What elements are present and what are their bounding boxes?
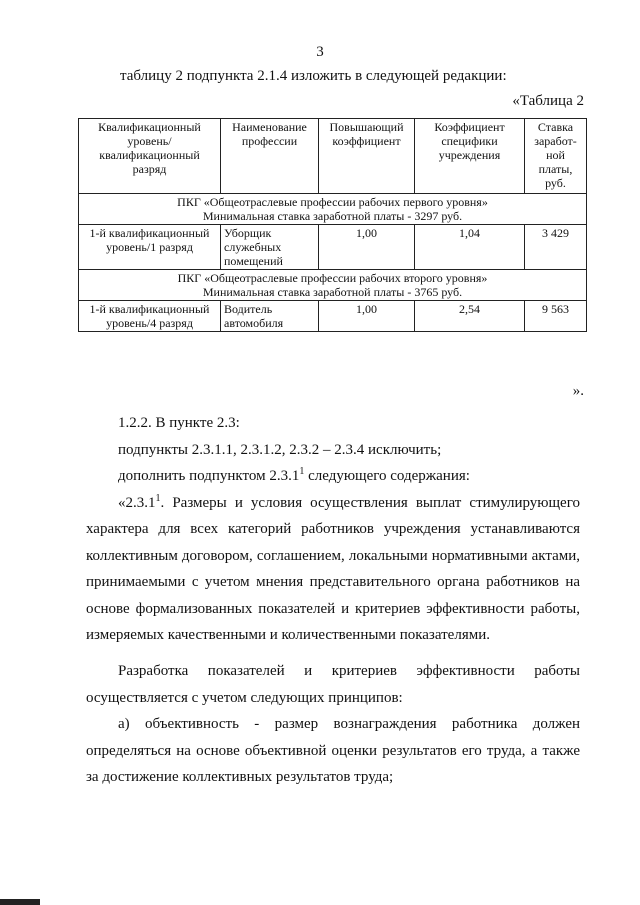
table-row <box>79 301 587 332</box>
table-row <box>79 225 587 270</box>
cell-profession: Уборщик служебных помещений <box>221 225 319 270</box>
clause-text: «2.3.1$^1$. Размеры и условия осуществления выплат стимулирующего характера для всех категорий работников учреждения устанавливаются коллективным договором, соглашением, локальными нормативными актами, принимаемыми с учетом мнения представительного органа работников на основе формализованных показателей и критериев эффективности работы, измеряемых качественными и количественными показателями. <box>86 492 580 643</box>
principle-a: а) объективность - размер вознаграждения работника должен определяться на основе объективной оценки результатов его труда, а также за достижение коллективных результатов труда; <box>86 716 580 785</box>
group-min-rate: Минимальная ставка заработной платы - 3297 руб. <box>202 209 463 223</box>
principles-text <box>86 658 580 791</box>
principles-intro: Разработка показателей и критериев эффективности работы осуществляется с учетом следующих принципов: <box>86 663 580 706</box>
page-number: 3 <box>316 44 324 60</box>
header-qualification: Квалификационный уровень/ квалификационный разряд <box>79 119 221 194</box>
rates-table <box>78 118 587 332</box>
cell-rate: 9 563 <box>525 301 587 332</box>
cell-profession: Водитель автомобиля <box>221 301 319 332</box>
group-title: ПКГ «Общеотраслевые профессии рабочих первого уровня» <box>177 195 488 209</box>
header-rate: Ставка заработ-ной платы, руб. <box>525 119 587 194</box>
clause-add: дополнить подпунктом 2.3.1$^1$ следующего содержания: <box>118 466 470 484</box>
cell-specific-coefficient: 2,54 <box>415 301 525 332</box>
scan-edge-mark <box>0 899 40 905</box>
intro-line: таблицу 2 подпункта 2.1.4 изложить в следующей редакции: <box>120 68 507 84</box>
cell-specific-coefficient: 1,04 <box>415 225 525 270</box>
clause-title: 1.2.2. В пункте 2.3: <box>118 415 240 431</box>
table-header-row <box>79 119 587 194</box>
group-row <box>79 270 587 301</box>
cell-qualification: 1-й квалификационный уровень/1 разряд <box>79 225 221 270</box>
group-min-rate: Минимальная ставка заработной платы - 3765 руб. <box>202 285 463 299</box>
cell-qualification: 1-й квалификационный уровень/4 разряд <box>79 301 221 332</box>
table-caption: «Таблица 2 <box>512 93 584 109</box>
cell-raising-coefficient: 1,00 <box>319 225 415 270</box>
header-raising-coefficient: Повышающий коэффициент <box>319 119 415 194</box>
header-specific-coefficient: Коэффициент специфики учреждения <box>415 119 525 194</box>
group-row <box>79 194 587 225</box>
cell-rate: 3 429 <box>525 225 587 270</box>
cell-raising-coefficient: 1,00 <box>319 301 415 332</box>
table-close-quote: ». <box>572 383 584 399</box>
group-title: ПКГ «Общеотраслевые профессии рабочих второго уровня» <box>177 271 488 285</box>
header-profession: Наименование профессии <box>221 119 319 194</box>
amendment-text <box>86 410 580 649</box>
clause-exclude: подпункты 2.3.1.1, 2.3.1.2, 2.3.2 – 2.3.4 исключить; <box>118 441 442 458</box>
